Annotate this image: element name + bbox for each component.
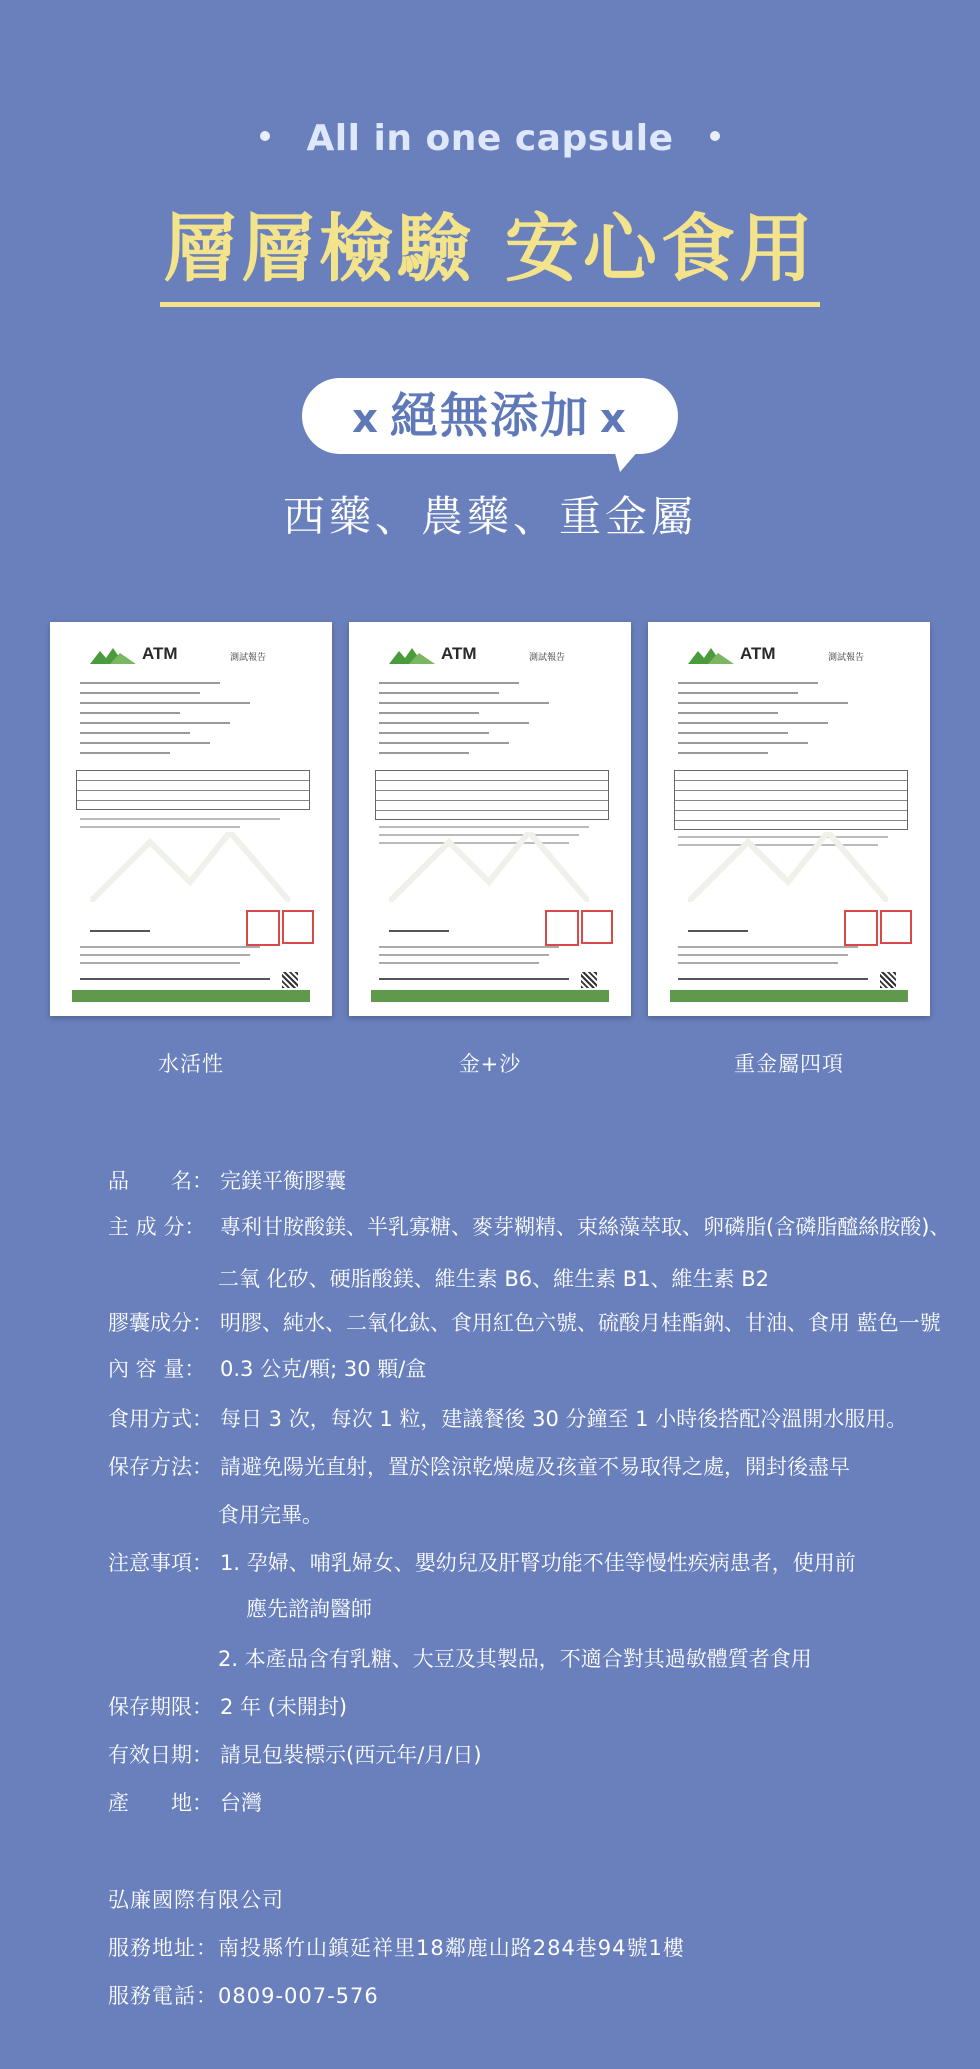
seal-stamp: [282, 910, 314, 944]
report-footer: [72, 990, 310, 1002]
spec-ingredients: [108, 1212, 950, 1242]
spec-storage: [108, 1452, 850, 1482]
badge-text: 絕無添加: [389, 388, 590, 444]
bullet-dot-icon: [710, 131, 720, 141]
report-footer: [371, 990, 609, 1002]
spec-label: 保存方法：: [108, 1455, 213, 1479]
tagline: [0, 118, 980, 159]
watermark: [389, 832, 589, 902]
cert-caption: 金+沙: [458, 1052, 522, 1076]
spec-value: 專利甘胺酸鎂、半乳寡糖、麥芽糊精、束絲藻萃取、卵磷脂(含磷脂醯絲胺酸)、: [220, 1215, 951, 1239]
watermark: [90, 832, 290, 902]
report-title: 測試報告: [230, 653, 267, 663]
logo-text: ATM: [142, 644, 178, 663]
cert-caption: 重金屬四項: [734, 1052, 844, 1076]
cert-caption: 水活性: [158, 1052, 224, 1076]
seal-stamp: [844, 910, 878, 946]
results-table: [375, 770, 609, 820]
spec-usage: [108, 1404, 907, 1434]
spec-value: 請避免陽光直射，置於陰涼乾燥處及孩童不易取得之處，開封後盡早: [220, 1455, 850, 1479]
headline: 層層檢驗 安心食用: [163, 206, 817, 292]
spec-value: 完鎂平衡膠囊: [220, 1169, 346, 1193]
spec-label: 有效日期：: [108, 1743, 213, 1767]
cross-icon: x: [600, 396, 628, 442]
no-additives-list: 西藥、農藥、重金屬: [282, 492, 697, 541]
qr-code-icon: [880, 972, 896, 988]
signature: [389, 912, 449, 932]
spec-name: [108, 1166, 346, 1196]
spec-expiry: [108, 1740, 482, 1770]
bullet-dot-icon: [260, 131, 270, 141]
spec-label: 主 成 分：: [108, 1215, 206, 1239]
spec-label: 食用方式：: [108, 1407, 213, 1431]
seal-stamp: [880, 910, 912, 944]
spec-label: 注意事項：: [108, 1551, 213, 1575]
seal-stamp: [246, 910, 280, 946]
spec-value: 請見包裝標示(西元年/月/日): [220, 1743, 482, 1767]
signature: [688, 912, 748, 932]
spec-content: [108, 1354, 426, 1384]
cross-icon: x: [352, 396, 380, 442]
spec-value: 2 年 (未開封): [220, 1695, 348, 1719]
headline-underline: [160, 302, 820, 307]
seal-stamp: [581, 910, 613, 944]
watermark: [688, 832, 888, 902]
spec-ingredients-cont: 二氧 化矽、硬脂酸鎂、維生素 B6、維生素 B1、維生素 B2: [218, 1267, 770, 1291]
company-phone: 服務電話：0809-007-576: [108, 1984, 379, 2008]
speech-bubble-tail: [612, 442, 646, 472]
report-title: 測試報告: [828, 653, 865, 663]
report-title: 測試報告: [529, 653, 566, 663]
atm-logo-icon: [688, 648, 734, 664]
spec-label: 保存期限：: [108, 1695, 213, 1719]
test-report-water-activity: [50, 622, 332, 1016]
qr-code-icon: [282, 972, 298, 988]
spec-notes: [108, 1548, 856, 1578]
results-table: [674, 770, 908, 830]
tagline-text: All in one capsule: [306, 118, 674, 159]
logo-text: ATM: [441, 644, 477, 663]
spec-value: 1. 孕婦、哺乳婦女、嬰幼兒及肝腎功能不佳等慢性疾病患者，使用前: [220, 1551, 856, 1575]
company-name: 弘廉國際有限公司: [108, 1888, 284, 1912]
signature: [90, 912, 150, 932]
spec-label: 內 容 量：: [108, 1357, 206, 1381]
test-report-gold-sand: [349, 622, 631, 1016]
spec-label: 產 地：: [108, 1791, 213, 1815]
report-footer: [670, 990, 908, 1002]
results-table: [76, 770, 310, 810]
spec-origin: [108, 1788, 262, 1818]
atm-logo-icon: [90, 648, 136, 664]
spec-value: 台灣: [220, 1791, 262, 1815]
spec-notes-cont: 應先諮詢醫師: [246, 1597, 372, 1621]
company-address: 服務地址：南投縣竹山鎮延祥里18鄰鹿山路284巷94號1樓: [108, 1936, 685, 1960]
seal-stamp: [545, 910, 579, 946]
spec-label: 品 名：: [108, 1169, 213, 1193]
spec-label: 膠囊成分：: [108, 1311, 213, 1335]
spec-value: 每日 3 次，每次 1 粒，建議餐後 30 分鐘至 1 小時後搭配冷溫開水服用。: [220, 1407, 908, 1431]
test-report-heavy-metals: [648, 622, 930, 1016]
spec-shelf-life: [108, 1692, 347, 1722]
spec-value: 明膠、純水、二氧化鈦、食用紅色六號、硫酸月桂酯鈉、甘油、食用 藍色一號: [220, 1311, 941, 1335]
logo-text: ATM: [740, 644, 776, 663]
spec-storage-cont: 食用完畢。: [218, 1503, 323, 1527]
spec-value: 0.3 公克/顆; 30 顆/盒: [220, 1357, 427, 1381]
qr-code-icon: [581, 972, 597, 988]
spec-notes-item2: 2. 本產品含有乳糖、大豆及其製品，不適合對其過敏體質者食用: [218, 1647, 812, 1671]
spec-capsule: [108, 1308, 941, 1338]
atm-logo-icon: [389, 648, 435, 664]
